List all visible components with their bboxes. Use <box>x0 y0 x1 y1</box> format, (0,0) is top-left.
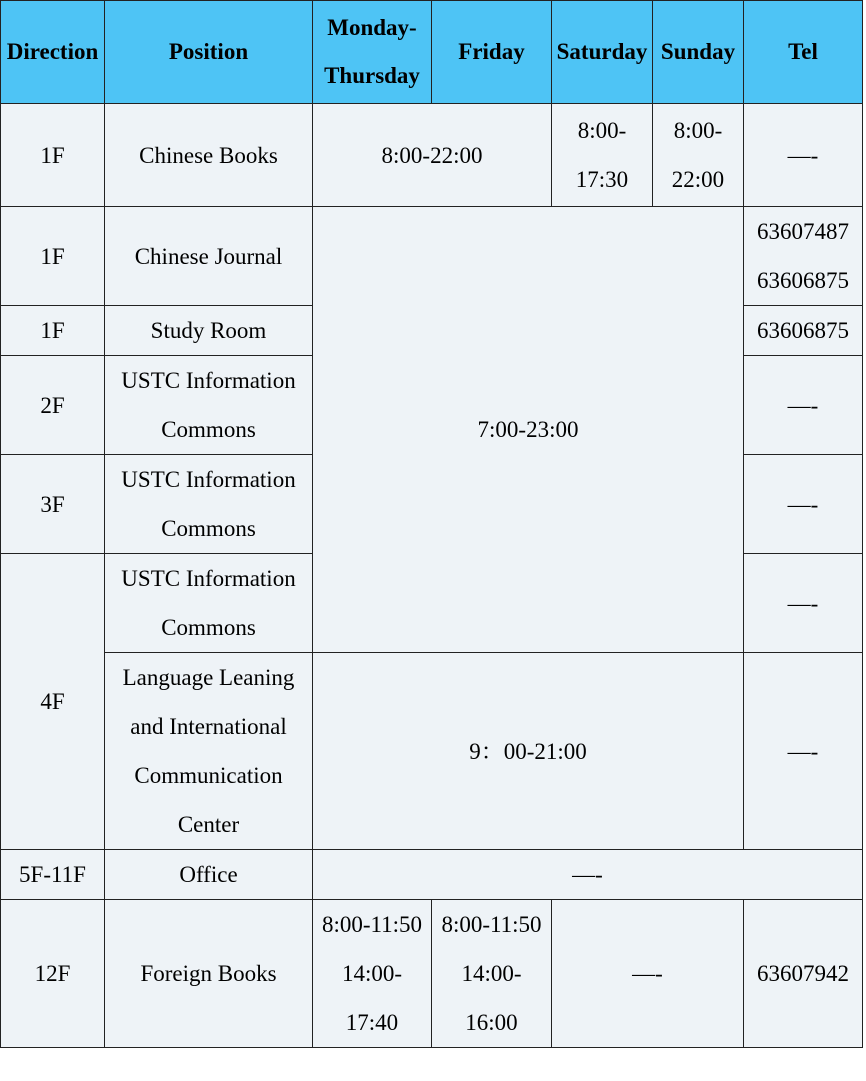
position-cell <box>105 653 313 850</box>
table-row <box>1 207 863 306</box>
position-line2: Commons <box>161 516 256 541</box>
tel-cell: —- <box>744 356 863 455</box>
direction-cell: 3F <box>1 455 105 554</box>
hours-cell: 9：00-21:00 <box>313 653 744 850</box>
hours-line1: 8:00-11:50 <box>441 912 542 937</box>
header-tel: Tel <box>744 1 863 104</box>
saturday-hours-line1: 8:00- <box>577 118 627 143</box>
table-row <box>1 900 863 1048</box>
header-monday-thursday <box>313 1 432 104</box>
saturday-hours-line2: 17:30 <box>575 167 629 192</box>
tel-cell: —- <box>744 653 863 850</box>
position-cell <box>105 554 313 653</box>
position-line1: USTC Information <box>121 467 296 492</box>
direction-cell: 1F <box>1 306 105 356</box>
header-saturday: Saturday <box>552 1 653 104</box>
hours-line2: 14:00- <box>341 961 403 986</box>
position-line2: and International <box>130 714 287 739</box>
header-friday: Friday <box>432 1 552 104</box>
position-line2: Commons <box>161 615 256 640</box>
hours-cell: —- <box>313 850 863 900</box>
header-position: Position <box>105 1 313 104</box>
hours-line2: 14:00- <box>461 961 522 986</box>
direction-cell: 4F <box>1 554 105 850</box>
direction-cell: 1F <box>1 104 105 207</box>
table-row <box>1 653 863 850</box>
sunday-hours-line2: 22:00 <box>671 167 725 192</box>
tel-cell: 63607942 <box>744 900 863 1048</box>
tel-line2: 63606875 <box>757 268 849 293</box>
position-cell: Office <box>105 850 313 900</box>
table-row <box>1 850 863 900</box>
tel-cell <box>744 207 863 306</box>
saturday-hours-cell <box>552 104 653 207</box>
weekend-hours-cell: —- <box>552 900 744 1048</box>
hours-line3: 17:40 <box>345 1010 399 1035</box>
direction-cell: 1F <box>1 207 105 306</box>
position-line3: Communication <box>134 763 283 788</box>
position-line1: USTC Information <box>121 368 296 393</box>
direction-cell: 2F <box>1 356 105 455</box>
tel-cell: —- <box>744 104 863 207</box>
monday-thursday-hours-cell <box>313 900 432 1048</box>
direction-cell: 5F-11F <box>1 850 105 900</box>
position-cell: Study Room <box>105 306 313 356</box>
position-line1: USTC Information <box>121 566 296 591</box>
header-monday-thursday-line2: Thursday <box>324 63 420 88</box>
hours-line1: 8:00-11:50 <box>321 912 423 937</box>
header-direction: Direction <box>1 1 105 104</box>
shared-hours-cell: 7:00-23:00 <box>313 207 744 653</box>
position-line4: Center <box>177 812 240 837</box>
header-sunday: Sunday <box>653 1 744 104</box>
sunday-hours-cell <box>653 104 744 207</box>
position-cell: Chinese Journal <box>105 207 313 306</box>
hours-line3: 16:00 <box>465 1010 518 1035</box>
tel-cell: —- <box>744 455 863 554</box>
position-cell: Foreign Books <box>105 900 313 1048</box>
weekday-hours-cell: 8:00-22:00 <box>313 104 552 207</box>
position-cell: Chinese Books <box>105 104 313 207</box>
tel-cell: 63606875 <box>744 306 863 356</box>
position-line2: Commons <box>161 417 256 442</box>
sunday-hours-line1: 8:00- <box>673 118 723 143</box>
position-cell <box>105 356 313 455</box>
header-row <box>1 1 863 104</box>
position-cell <box>105 455 313 554</box>
friday-hours-cell <box>432 900 552 1048</box>
direction-cell: 12F <box>1 900 105 1048</box>
tel-cell: —- <box>744 554 863 653</box>
tel-line1: 63607487 <box>757 219 849 244</box>
header-monday-thursday-line1: Monday- <box>327 15 417 40</box>
table-row <box>1 104 863 207</box>
position-line1: Language Leaning <box>122 665 295 690</box>
